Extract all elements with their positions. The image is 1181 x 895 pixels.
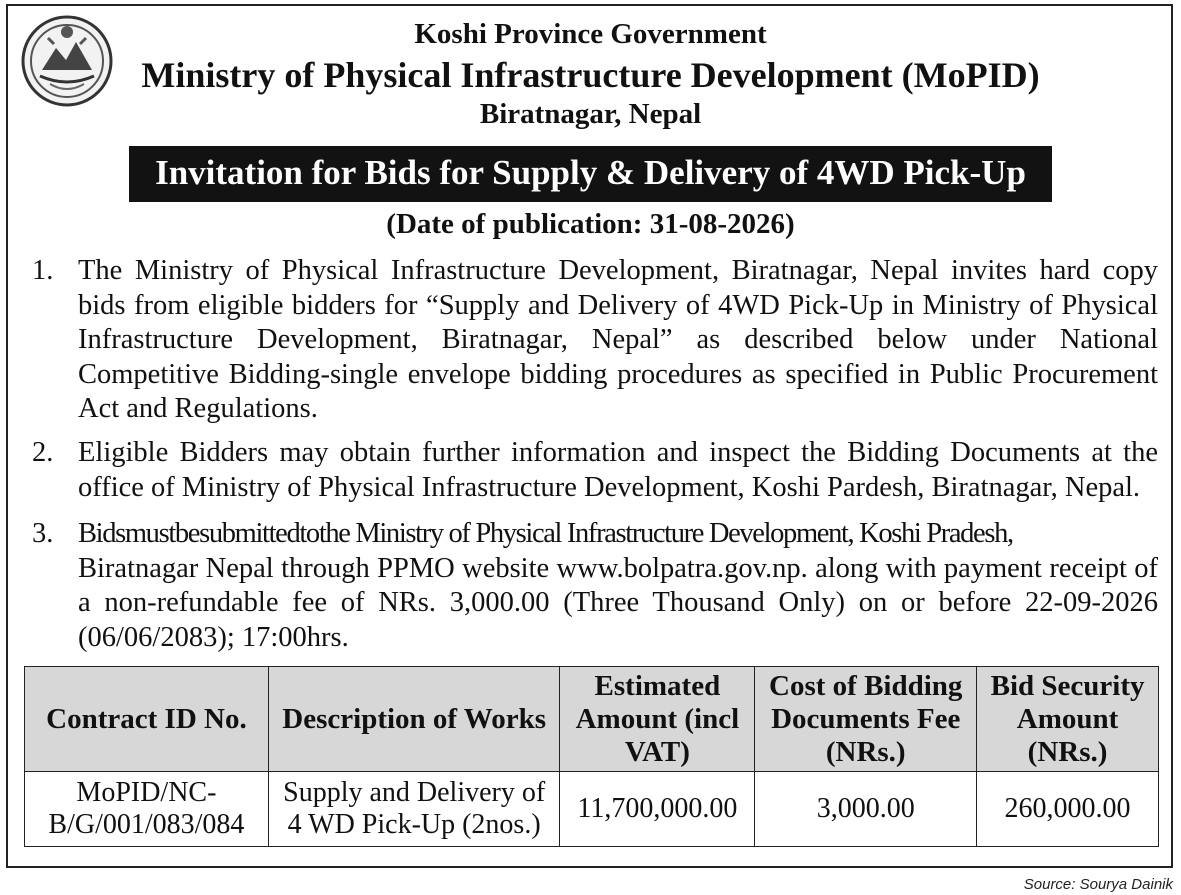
province-name: Koshi Province Government: [414, 18, 767, 50]
paragraph-text: Eligible Bidders may obtain further information and inspect the Bidding Documents at the office of Ministry of Physical Infrastructure Development, Koshi Pardesh, Biratnagar, Nepal.: [78, 437, 1158, 503]
paragraph-number: 2.: [32, 437, 54, 468]
bid-details-table: [24, 666, 1159, 847]
column-header: Estimated Amount (incl VAT): [560, 667, 755, 772]
bid-security-cell: 260,000.00: [977, 772, 1159, 847]
description-cell: Supply and Delivery of 4 WD Pick-Up (2nos.): [268, 772, 560, 847]
ministry-name: Ministry of Physical Infrastructure Development (MoPID): [141, 55, 1040, 95]
paragraph-1: [32, 254, 1158, 427]
notice-title-banner: Invitation for Bids for Supply & Delivery of 4WD Pick-Up: [129, 146, 1052, 202]
column-header: Contract ID No.: [25, 667, 269, 772]
table-row: [25, 772, 1159, 847]
column-header: Bid Security Amount (NRs.): [977, 667, 1159, 772]
source-credit: Source: Sourya Dainik: [1023, 876, 1173, 893]
paragraph-text: The Ministry of Physical Infrastructure Development, Biratnagar, Nepal invites hard copy bids from eligible bidders for “Supply and Delivery of 4WD Pick-Up in Ministry of Physical Infrastructure Development, Biratnagar, Nepal” as described below under National Competitive Bidding-single envelope bidding procedures as specified in Public Procurement Act and Regulations.: [78, 255, 1158, 424]
contract-id-cell: MoPID/NC-B/G/001/083/084: [25, 772, 269, 847]
paragraph-text-line1: Bidsmustbesubmittedtothe Ministry of Physical Infrastructure Development, Koshi Pradesh,: [78, 518, 1013, 549]
paragraph-2: [32, 436, 1158, 505]
table-header-row: [25, 667, 1159, 772]
paragraph-3: [32, 517, 1158, 655]
estimated-amount-cell: 11,700,000.00: [560, 772, 755, 847]
document-fee-cell: 3,000.00: [755, 772, 977, 847]
paragraph-number: 1.: [32, 255, 54, 286]
publication-date: (Date of publication: 31-08-2026): [386, 208, 795, 240]
location: Biratnagar, Nepal: [479, 98, 702, 130]
column-header: Cost of Bidding Documents Fee (NRs.): [755, 667, 977, 772]
paragraph-number: 3.: [32, 518, 54, 549]
paragraph-text: Biratnagar Nepal through PPMO website www.bolpatra.gov.np. along with payment receipt of a non-refundable fee of NRs. 3,000.00 (Three Thousand Only) on or before 22-09-2026 (06/06/2083); 17:00hrs.: [78, 552, 1158, 653]
column-header: Description of Works: [268, 667, 560, 772]
